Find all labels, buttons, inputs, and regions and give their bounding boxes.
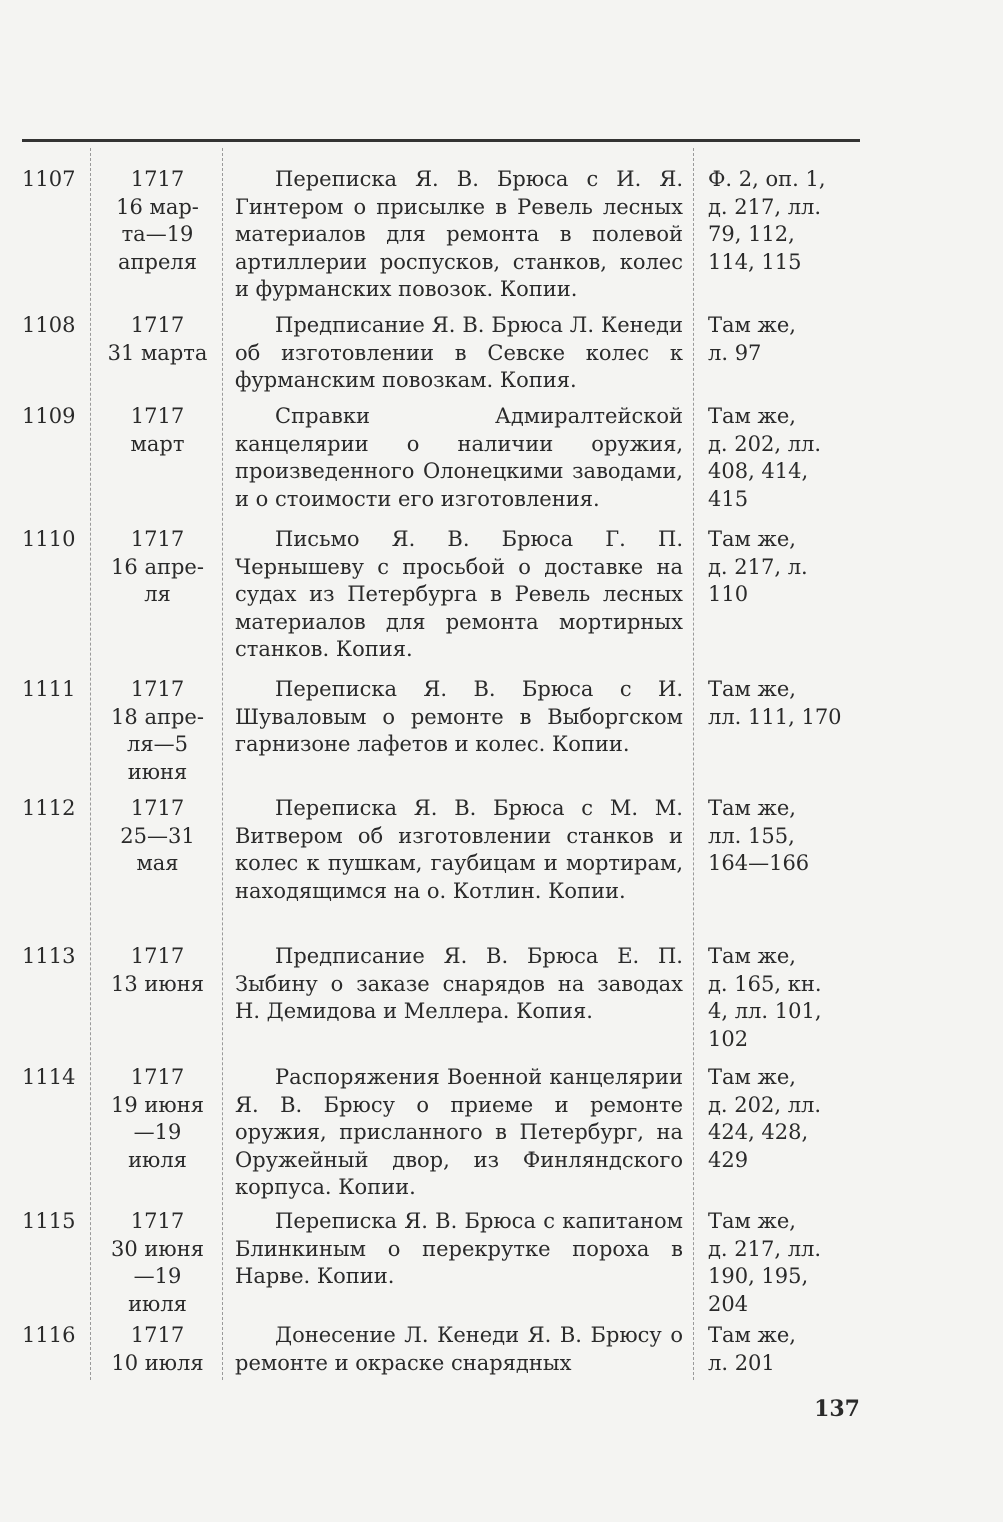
entry-description: Письмо Я. В. Брюса Г. П. Чернышеву с просьбой о доставке на судах из Петербурга в Ревель лесных материалов для ремонта мортирных станков. Копия. (235, 527, 683, 661)
entry-number: 1108 (22, 313, 76, 337)
entry-reference: Там же, д. 217, л. 110 (708, 527, 808, 606)
entry-description: Переписка Я. В. Брюса с И. Шуваловым о ремонте в Выборгском гарнизоне лафетов и колес. Копии. (235, 677, 683, 756)
entry-reference: Там же, лл. 155, 164—166 (708, 796, 810, 875)
entry-number: 1112 (22, 796, 76, 820)
entry-date: 1717 16 мар- та—19 апреля (116, 167, 199, 274)
entry-reference: Ф. 2, оп. 1, д. 217, лл. 79, 112, 114, 115 (708, 167, 826, 274)
entry-reference: Там же, д. 165, кн. 4, лл. 101, 102 (708, 944, 822, 1051)
entry-date: 1717 19 июня —19 июля (111, 1065, 204, 1172)
entry-date: 1717 25—31 мая (120, 796, 195, 875)
entry-description: Справки Адмиралтейской канцелярии о наличии оружия, произведенного Олонецкими заводами, и о стоимости его изготовления. (235, 404, 683, 511)
entry-number: 1110 (22, 527, 76, 551)
entry-date: 1717 18 апре- ля—5 июня (111, 677, 204, 784)
entry-date: 1717 10 июля (111, 1323, 204, 1375)
entry-description: Предписание Я. В. Брюса Л. Кенеди об изготовлении в Севске колес к фурманским повозкам. Копия. (235, 313, 683, 392)
entry-date: 1717 31 марта (107, 313, 208, 365)
entry-number: 1114 (22, 1065, 76, 1089)
entry-number: 1115 (22, 1209, 76, 1233)
entry-number: 1111 (22, 677, 76, 701)
entry-date: 1717 16 апре- ля (111, 527, 204, 606)
entry-reference: Там же, д. 217, лл. 190, 195, 204 (708, 1209, 822, 1316)
column-divider (222, 148, 223, 1380)
entry-date: 1717 13 июня (111, 944, 204, 996)
entry-date: 1717 март (130, 404, 185, 456)
entry-reference: Там же, д. 202, лл. 424, 428, 429 (708, 1065, 822, 1172)
entry-reference: Там же, л. 97 (708, 313, 796, 365)
entry-number: 1116 (22, 1323, 76, 1347)
entry-number: 1109 (22, 404, 76, 428)
entry-reference: Там же, д. 202, лл. 408, 414, 415 (708, 404, 822, 511)
entry-date: 1717 30 июня —19 июля (111, 1209, 204, 1316)
entry-description: Переписка Я. В. Брюса с капитаном Блинкиным о перекрутке пороха в Нарве. Копии. (235, 1209, 683, 1288)
column-divider (90, 148, 91, 1380)
entry-description: Донесение Л. Кенеди Я. В. Брюсу о ремонте и окраске снарядных (235, 1323, 683, 1375)
entry-description: Предписание Я. В. Брюса Е. П. Зыбину о заказе снарядов на заводах Н. Демидова и Меллера. Копия. (235, 944, 683, 1023)
entry-number: 1113 (22, 944, 76, 968)
column-divider (693, 148, 694, 1380)
entry-description: Переписка Я. В. Брюса с И. Я. Гинтером о присылке в Ревель лесных материалов для ремонта в полевой артиллерии роспусков, станков, колес и фурманских повозок. Копии. (235, 167, 683, 301)
entry-description: Распоряжения Военной канцелярии Я. В. Брюсу о приеме и ремонте оружия, присланного в Петербург, на Оружейный двор, из Финляндского корпуса. Копии. (235, 1065, 683, 1199)
header-rule (22, 139, 860, 142)
entry-reference: Там же, лл. 111, 170 (708, 677, 842, 729)
entry-description: Переписка Я. В. Брюса с М. М. Витвером об изготовлении станков и колес к пушкам, гаубицам и мортирам, находящимся на о. Котлин. Копии. (235, 796, 683, 903)
entry-number: 1107 (22, 167, 76, 191)
entry-reference: Там же, л. 201 (708, 1323, 796, 1375)
page-number: 137 (814, 1396, 860, 1422)
